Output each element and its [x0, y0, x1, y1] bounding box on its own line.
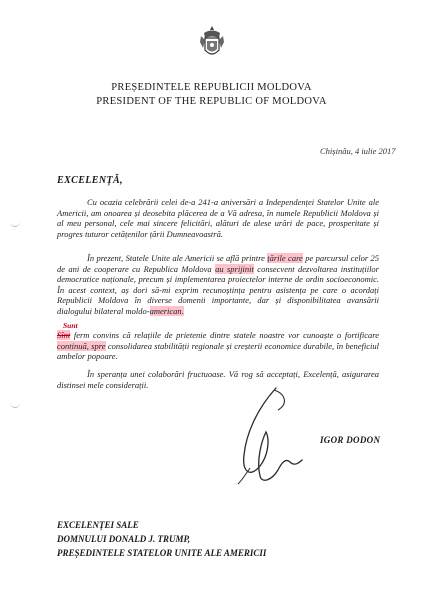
- signer-name: IGOR DODON: [320, 435, 381, 445]
- highlight-continua-spre: continuă, spre: [57, 340, 106, 351]
- paragraph-2-text: pe parcursul celor 25 de ani de cooperare cu Republica Moldova: [57, 253, 379, 274]
- recipient-line-2: DOMNULUI DONALD J. TRUMP,: [57, 534, 191, 544]
- paragraph-2-text: consecvent dezvoltarea instituțiilor democratice naționale, precum și implementarea proiectelor interne de ordin socioeconomic. În acest context, aș dori să-mi exprim recunoștința pentru asistența pe care o acordați Republicii Moldova în diverse domenii importante, dar și disponibilitatea avansării dialogului bilateral moldo-: [57, 263, 379, 316]
- paragraph-2: [57, 253, 379, 317]
- highlight-american: american.: [149, 305, 184, 316]
- highlight-tarile-care: țările care: [267, 253, 303, 263]
- recipient-line-3: PREȘEDINTELE STATELOR UNITE ALE AMERICII: [57, 548, 267, 558]
- paragraph-2-text: În prezent, Statele Unite ale Americii se află printre: [87, 253, 268, 263]
- header-title-ro: PREȘEDINTELE REPUBLICII MOLDOVA: [111, 82, 312, 93]
- moldova-coat-of-arms-icon: [199, 24, 225, 62]
- struck-word: Sînt: [57, 330, 71, 340]
- letter-date: Chișinău, 4 iulie 2017: [320, 146, 396, 156]
- paragraph-3: [57, 330, 379, 362]
- recipient-line-1: EXCELENȚEI SALE: [57, 520, 139, 530]
- binder-hole-mark: [10, 403, 20, 408]
- salutation: EXCELENȚĂ,: [57, 175, 123, 186]
- paragraph-3-text: consolidarea stabilității regionale și creșterii economice durabile, în beneficiul ambelor popoare.: [57, 340, 379, 362]
- paragraph-4: În speranța unei colaborări fructuoase. Vă rog să acceptați, Excelență, asigurarea distinsei mele considerații.: [57, 369, 379, 390]
- paragraph-3-text: ferm convins că relațiile de prietenie dintre statele noastre vor cunoaște o fortificare: [70, 330, 379, 340]
- handwritten-signature: [216, 380, 336, 490]
- handwritten-correction: Sunt: [63, 321, 78, 330]
- header-title-en: PRESIDENT OF THE REPUBLIC OF MOLDOVA: [96, 96, 327, 107]
- binder-hole-mark: [10, 222, 20, 227]
- paragraph-1: Cu ocazia celebrării celei de-a 241-a aniversări a Independenței Statelor Unite ale Americii, am onoarea și deosebita plăcerea de a Vă adresa, în numele Republicii Moldova și al meu personal, cele mai sincere felicitări, alături de alese urări de pace, prosperitate și progres tuturor cetățenilor țării Dumneavoastră.: [57, 197, 379, 239]
- highlight-au-sprijinit: au sprijinit: [215, 263, 254, 274]
